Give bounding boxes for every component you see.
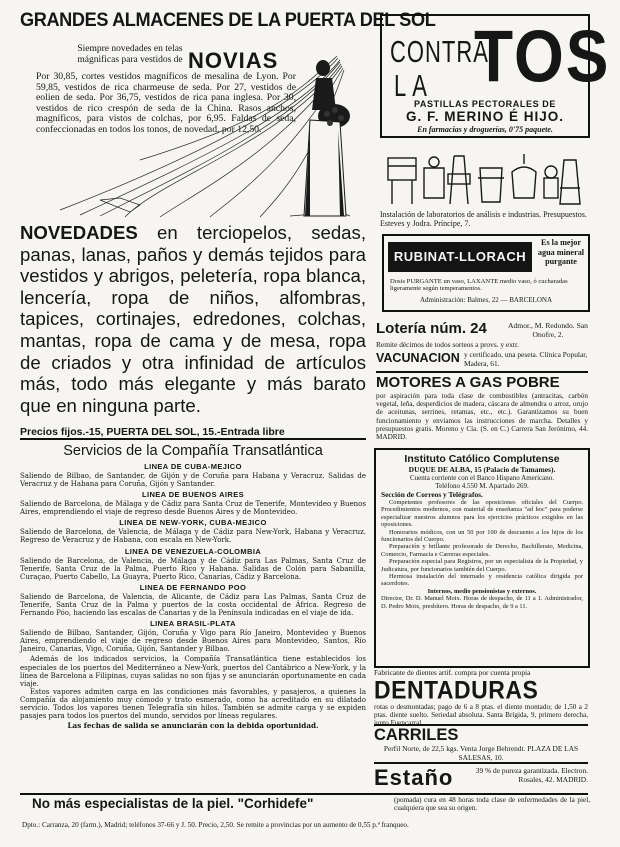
almacenes-footer: Precios fijos.-15, PUERTA DEL SOL, 15.-Entrada libre	[20, 426, 285, 438]
carriles-ad	[374, 726, 588, 762]
dentaduras-text: rotas o desmontadas; pago de 6 a 8 ptas. el diente montado; de 1,50 a 2 ptas. diente suelto. Seriedad absoluta. Santa Brígida, 9, primero derecha,	[374, 703, 588, 720]
novias-intro: Siempre novedades en telas mágnificas para vestidos de	[77, 44, 183, 65]
motores-ad	[376, 374, 588, 441]
novias-heading: NOVIAS	[188, 48, 279, 73]
carriles-text: Perfil Norte, de 22,5 kgs. Venta Jorge Behrendt. PLAZA DE LAS SALESAS, 10.	[383, 744, 579, 762]
novedades-block	[20, 222, 366, 416]
line-name: LINEA DE FERNANDO POO	[139, 582, 247, 592]
instituto-text: Hermosa instalación del internado y residencia católica dirigida por sacerdotes.	[381, 573, 583, 588]
line-text: Saliendo de Bilbao, Santander, Gijón, Coruña y Vigo para Río Janeiro, Montevideo y Buenos Aires, emprendiendo el viaje de regreso desde Buenos Aires para Montevideo, Santos, Río Janeiro, Canarias, Vigo, Coruña, Gijón, Santander y Bilbao.	[20, 629, 366, 654]
line-name: LINEA DE BUENOS AIRES	[141, 490, 245, 500]
line-text: Saliendo de Bilbao, de Santander, de Gijón y de Coruña para Habana y Veracruz. Salidas de Veracruz y de Habana para Coruña, Gijón y Santander.	[20, 472, 366, 489]
instituto-addr: DUQUE DE ALBA, 15 (Palacio de Tamames).	[408, 465, 556, 474]
instituto-text: Honorarios módicos, con un 50 por 100 de descuento a los hijos de los funcionarios del Cuerpo.	[381, 528, 583, 544]
pastillas-label: PASTILLAS PECTORALES DE	[414, 99, 556, 109]
instituto-section: Sección de Correos y Telégrafos.	[381, 490, 483, 499]
laboratory-equipment-icon	[384, 148, 584, 208]
transatlantica-title: Servicios de la Compañía Transatlántica	[63, 443, 323, 459]
motores-text: por aspiración para toda clase de combustibles (antracitas, carbón vegetal, leña, desperdicios de madera, cáscara de almendra o arroz, orujo de aceitunas, serrines, retamas, etc., etc.). Garantizamos su buen funcionamiento y enviamos las instrucciones de marcha. Detalles y presupuestos gratis. Moreno y Cía. (S. en C.) Carrera San Jerónimo, 44. MADRID.	[376, 392, 588, 442]
line-name: LINEA BRASIL-PLATA	[150, 619, 236, 629]
dentaduras-intro: Fabricante de dientes artif. compra por cuenta propia	[374, 668, 531, 677]
instituto-bank: Cuenta corriente con el Banco Hispano Americano.	[409, 474, 555, 482]
transatlantica-extra: Además de los indicados servicios, la Compañía Transatlántica tiene establecidos los especiales de los puertos del Mediterráneo a New-York, puertos del Cantábrico a New-York, y la línea de Barcelona a Filipinas, cuyas salidas no son fijas y se anunciarán oportunamente en cada viaje.	[20, 655, 366, 688]
instituto-text: Internos, medio pensionistas y externos.	[427, 587, 537, 595]
novedades-text: en terciopelos, sedas, panas, lanas, paños y demás tejidos para vestidos y abrigos, peletería, ropa blanca, lencería, ropa de niños, alfombras, tapices, cortinajes, edredones, colchas, mantas, ropa de cama y de mesa, ropa de criados y otra infinidad de artículos más, todo más elegante y más barato que en ninguna parte.	[20, 222, 366, 416]
instituto-ad	[374, 448, 590, 668]
transatlantica-ad	[20, 442, 366, 730]
motores-title: MOTORES A GAS POBRE	[376, 374, 560, 391]
line-name: LINEA DE NEW-YORK, CUBA-MEJICO	[119, 518, 267, 528]
almacenes-title: GRANDES ALMACENES DE LA PUERTA DEL SOL	[20, 9, 436, 31]
line-text: Saliendo de Barcelona, de Valencia, de Málaga y de Cádiz para New-York, Habana y Veracruz. Regreso de Veracruz y de Habana, con escala en New-York.	[20, 528, 366, 545]
corhidefe-headline: No más especialistas de la piel. "Corhidefe"	[32, 796, 314, 811]
carriles-title: CARRILES	[374, 726, 459, 744]
line-name: LINEA DE CUBA-MEJICO	[144, 462, 242, 471]
tos-label: TOS	[474, 14, 611, 98]
line-text: Saliendo de Barcelona, de Valencia, de Málaga y de Cádiz para Las Palmas, Santa Cruz de Tenerife, Santa Cruz de la Palma, Puerto Rico y Habana. Salidas de Colón para Sabanilla, Curaçao, Puerto Cabello, La Guayra, Puerto Rico, Canarias, Cádiz y Barcelona.	[20, 556, 366, 581]
rubinat-brand: RUBINAT-LLORACH	[388, 242, 532, 272]
transatlantica-notice: Estos vapores admiten carga en las condiciones más favorables, y pasajeros, a quienes la Compañía da alojamiento muy cómodo y trato esmerado, como ha acreditado en su dilatado servicio. Todos los vapores tienen Telegrafía sin hilos. También se admite carga y se expiden pasajes para todos los puertos del mundo, servidos por líneas regulares.	[20, 687, 366, 721]
merino-sale: En farmacias y droguerías, 0'75 paquete.	[417, 125, 553, 134]
rubinat-ad	[382, 234, 590, 312]
line-text: Saliendo de Barcelona, de Málaga y de Cádiz para Santa Cruz de Tenerife, Montevideo y Buenos Aires, emprendiendo el viaje de regreso desde Buenos Aires y de Montevideo.	[20, 500, 366, 517]
instituto-text: Competentes profesores de las oposiciones oficiales del Cuerpo. Procedimientos modernos, con material de enseñanza "ad hoc" para poderse especializar nuestros alumnos para los ejercicios prácticos exigidos en las oposiciones.	[381, 499, 583, 529]
corhidefe-side: (pomada) cura en 48 horas toda clase de enfermedades de la piel, cualquiera que sea su origen.	[394, 796, 590, 813]
loteria-text: Remite décimos de todos sorteos a provs. y extr.	[376, 340, 519, 349]
laboratorio-text: Instalación de laboratorios de análisis e industrias. Presupuestos. Esteves y Jodra. Príncipe, 7.	[380, 210, 587, 228]
contra-tos-ad	[380, 14, 611, 138]
instituto-phone: Teléfono 4.550 M. Apartado 269.	[435, 482, 529, 490]
novias-text: Por 30,85, cortes vestidos magníficos de mesalina de Lyon. Por 59,85, vestidos de rica charmeuse de seda. Por 27, vestidos de eolien de seda. Por 36,75, vestidos de rica pana inglesa. Por 30, vestidos de rico crespón de seda de la China. Rasos anchos, magníficos, para vistos de colchas, por 6,95. Faldas de seda, confeccionadas en todos los tonos, de novedad, por 12,50.	[36, 71, 296, 135]
merino-brand: G. F. MERINO É HIJO.	[405, 109, 565, 124]
la-label: LA	[394, 68, 433, 103]
instituto-title: Instituto Católico Complutense	[404, 453, 560, 465]
estano-title: Estaño	[374, 765, 454, 790]
line-name: LINEA DE VENEZUELA-COLOMBIA	[124, 546, 262, 556]
divider	[20, 793, 588, 795]
contra-label: CONTRA	[390, 34, 489, 69]
corhidefe-bottom: Dpto.: Carranza, 20 (farm.), Madrid; teléfonos 37-66 y J. 50. Precio, 2,50. Se remite a provincias por un aumento de 0,55 p.ª franqueo.	[22, 821, 409, 829]
rubinat-dose: Dosis PURGANTE un vaso, LAXANTE medio vaso, ó cucharadas ligeramente según temperamentos.	[390, 278, 568, 293]
rubinat-side: Es la mejor agua mineral purgante	[537, 238, 585, 267]
vacunacion-title: VACUNACION	[376, 351, 460, 365]
loteria-addr: Admor., M. Redondo. San Onofre, 2.	[508, 321, 588, 339]
rubinat-admin: Administración: Balmes, 22 — BARCELONA	[419, 296, 553, 304]
divider	[376, 371, 588, 373]
instituto-text: Preparación especial para Registros, por un especialista de la Propiedad, y Judicatura, por funcionarios también del Cuerpo.	[381, 558, 583, 573]
divider	[20, 438, 366, 440]
novedades-lead: NOVEDADES	[20, 222, 138, 243]
dentaduras-ad	[374, 668, 588, 728]
transatlantica-closing: Las fechas de salida se anunciarán con la debida oportunidad.	[67, 721, 319, 731]
instituto-text: Preparación y brillante profesorado de Derecho, Bachillerato, Medicina, Comercio, Farmacia e Carreras especiales.	[381, 543, 583, 558]
estano-text: 39 % de pureza garantizada. Electron. Rosales, 42. MADRID.	[475, 766, 588, 784]
loteria-title: Lotería núm. 24	[376, 320, 487, 337]
vacunacion-text: y certificado, una peseta. Clínica Popular, Madera, 61.	[464, 350, 588, 368]
line-text: Saliendo de Barcelona, de Valencia, de Alicante, de Cádiz para Las Palmas, Santa Cruz de Tenerife, Santa Cruz de la Palma y puertos de la costa occidental de África. Regreso de Fernando Póo, haciendo las escalas de Canarias y de la Península indicadas en el viaje de ida.	[20, 592, 366, 618]
instituto-director: Director, Dr. D. Manuel Moix. Horas de despacho, de 11 a 1. Administrador, D. Pedro Moix, presbítero. Horas de despacho, de 9 a 11.	[381, 595, 583, 610]
dentaduras-title: DENTADURAS	[374, 675, 539, 704]
transatlantica-lines	[20, 462, 366, 653]
divider	[374, 762, 588, 764]
